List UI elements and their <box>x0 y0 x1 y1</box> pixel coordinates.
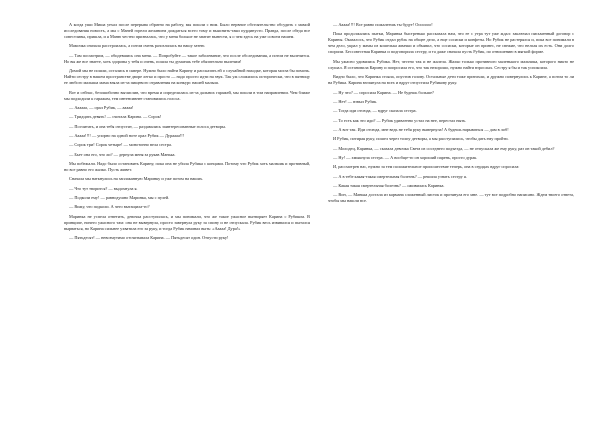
paragraph: — Какая такая смертельная болезнь? — оживилась Каринка. <box>333 183 445 189</box>
paragraph: — Аааааа, — орал Рубик, — ааааа! <box>69 105 134 110</box>
paragraph: — Подколи ему! — равнодушно Маринка, мы с пулей. <box>69 195 170 201</box>
paragraph: И, рассмотрев нас, нужно за тем положительное происшествие теперь, она в сердцах вдруг спросила: <box>333 164 520 170</box>
paragraph: — Сорок три! Сорок четыре! — монотонно вела сестра. <box>69 142 172 148</box>
paragraph: Мамочка сначала расстроилась, а потом очень разозлилась на нашу затею. <box>69 43 206 49</box>
paragraph: — Нет! — взвыл Рубик. <box>333 98 378 104</box>
paragraph: Домой мы не пошли, остались в сквере. Нужно было найти Карину и рассказать ей о случайной находке, которая могла бы помочь. Найти сестру в нашем пространстве дворе легко и просто — надо просто идти на звук. Так уж сложилось исторически, что в пятницу ее любого малыша мама взяла из-за пищевого отравления на конкурс нашей малыш. <box>64 68 310 86</box>
paragraph: — Молодец, Каринка, — сказала девочка Света из соседнего подъезда, — не отпускала же ему руку, раз он такой дебил? <box>333 145 555 151</box>
paragraph: Пока продолжались пытки, Маринка быстренько рассказала нам, что ее с утра тут уже ждал: заключал письменный договор с Карины. Оказалось, что Рубик отдал рубль на общее дело, а еще сосиски и конфеты. Но Рубик не растерялся и, пока все понимали в чем дело, украл у мамы из кошелька жвачки и объявил, что сосиски, которые он принес, не свежие, что нельзя их есть. Они долго спорили. Бессовестная Каринка и подговорила сестру, и та даже сначала пусть Рубик, по отношению в мягкой форме. <box>328 31 574 55</box>
paragraph: — Там посмотрим, — обидевшись она меня. — Попробуйте — такое заболевание, что после обследования, а потом не вылечится. Но вы же все знаете, хоть здоровы у тебя и очень, пошла ты думаешь тебе обязательно вылечим! <box>64 52 310 64</box>
paragraph: И Рубик, потирая руку, пошел через толпу детворы, а мы расступились, чтобы дать ему пройти. <box>333 136 509 142</box>
paragraph: — Тогда иди отсюда, — вдруг сказала сестра. <box>333 108 417 114</box>
paragraph: Видно было, что Каринка стояла, опустив голову. Остальные дети тоже притихли, и дружно повернулись к Карине, а потом то ли на Рубика. Карина взглянула на всех и вдруг отпустила Рубикову руку. <box>328 74 574 86</box>
paragraph: — То есть как это иди? — Рубик удивленно устал на нее, перестал ныть. <box>333 117 467 123</box>
left-column <box>64 22 310 245</box>
paragraph: — Вон, — Манька достала из кармана сложенный листок и протянула его мне. — тут все подробно написано. Ждем твоего ответа, чтобы мы нашли все. <box>328 192 574 204</box>
right-column <box>328 22 574 208</box>
paragraph: — Посчитать, и она тебя отпустит, — раздавались заинтересованные голоса детворы. <box>69 123 226 129</box>
paragraph: Маринка не успела ответить, девочка расступилась, и мы понимали, что же такое ужасное вытворяет Карина с Рубиком. В принципе, ничего ужасного там: она не вывернула, просто завернула руку за спину и не отпускала. Рубик весь извивался и пытался вырваться, но Карина сильнее ухватила его за руку, и тогда Рубик начинал выть: «Ааааа! Дура!» <box>64 213 310 231</box>
paragraph: — А в тебе какая-такая смертельная болезнь? — решила узнать сестру я. <box>333 173 467 179</box>
paragraph: — Бьет она его, что ли? — дернула меня за рукав Манька. <box>69 151 176 157</box>
paragraph: Сначала мы наткнулись на заплаканную Маринку и уже потом на наших. <box>69 176 204 182</box>
paragraph: Мы ужасно удивились Рубика. Нет, честно так и не жалела. Жалко только противного маленького мальчика, которого никто не слушал. Я остановила Карину и попросила его, что так нехорошо, нужно найти взрослых. Сестру я бы и так успокоила. <box>328 58 574 70</box>
paragraph: А когда уши Миша уехал после перерыва обратно на работу, мы пошли с ним. Было нервное обстоятельство обсудить с мамой исследования новость, а мы с Маней горели желанием дождаться всего тому и выяснить-таки пурдинусто. Правда, после обеда все совестливы, пришла, и я Маню честно призналась, что у меня больше не хватит вынести, я о чем здесь на уже совсем нашем. <box>64 22 310 40</box>
paragraph: — Тридцать девять! — считала Карина. — Сорок! <box>69 114 162 120</box>
paragraph: — Пятьдесят! — невозмутимо отсчитывала Карина. — Пятьдесят один. Отпусти руку! <box>69 235 229 241</box>
paragraph: — Вижу, что подколи. А чего вытащила-то? <box>69 204 150 210</box>
paragraph: — Ну! — хмыкнула сестра. — А вообще-то он хороший парень, просто дурак. <box>333 155 478 161</box>
paragraph: — Ну что? — спросила Карина. — Не будешь больше? <box>333 89 434 95</box>
paragraph: — А вот так. Иди отсюда, мне ведь не тебя руку вывернула! А будешь нарываться — дам в лоб! <box>333 126 509 132</box>
paragraph: Мы побежали. Надо было остановить Карину, пока она не убила Рубика с концами. Потому что Рубик хоть мальчик и противный, но все равно его жалко. Пусть живет. <box>64 161 310 173</box>
paragraph: — Что тут творится? — выдохнула я. <box>69 185 138 191</box>
paragraph: Вот и сейчас, безошибочно вычислив, что время и определилась из-за дальних гаражей, мы пошли в том направлении. Чем ближе мы подходили к гаражам, тем интенсивнее становились голоса. <box>64 89 310 101</box>
paragraph: — Ааааа!!!! — упорно на одной ноте орал Рубик — Дураааа!!! <box>69 133 185 139</box>
paragraph: — Ааааа!!!! Все равно пожалеешь ты будут! Ооооооо! <box>333 22 433 27</box>
